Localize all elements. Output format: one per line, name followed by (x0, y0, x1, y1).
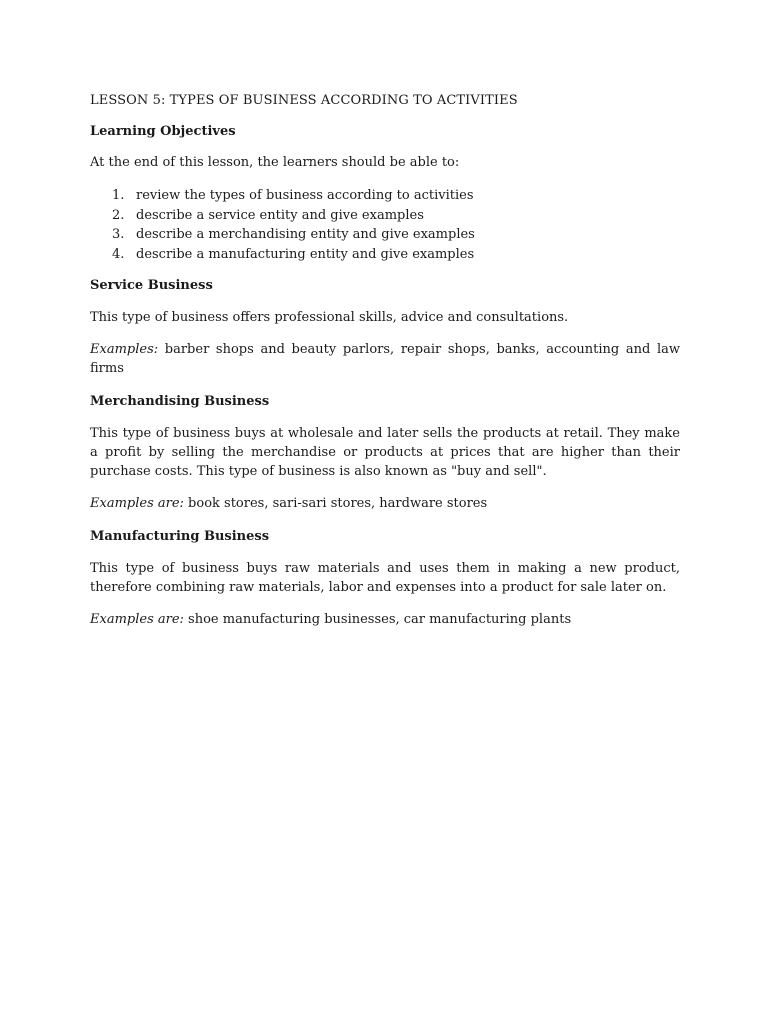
list-item-text: describe a manufacturing entity and give examples (136, 246, 475, 262)
manufacturing-examples (90, 610, 680, 629)
merchandising-description: This type of business buys at wholesale and later sells the products at retail. They make a profit by selling the merchandise or products at prices that are higher than their purchase costs. This type of business is also known as "buy and sell". (90, 426, 680, 479)
examples-text: book stores, sari-sari stores, hardware stores (183, 496, 488, 511)
list-item (112, 245, 475, 265)
lesson-title: LESSON 5: TYPES OF BUSINESS ACCORDING TO ACTIVITIES (90, 93, 518, 108)
list-item-text: review the types of business according to activities (136, 188, 474, 203)
examples-label: Examples: (90, 342, 159, 357)
service-examples (90, 340, 680, 378)
examples-text: barber shops and beauty parlors, repair shops, banks, accounting and law firms (90, 342, 680, 376)
manufacturing-business-heading: Manufacturing Business (90, 529, 270, 544)
objectives-list (112, 186, 475, 264)
learning-objectives-heading: Learning Objectives (90, 124, 236, 139)
list-item-number: 3. (112, 227, 125, 242)
manufacturing-description: This type of business buys raw materials and uses them in making a new product, therefore combining raw materials, labor and expenses into a product for sale later on. (90, 561, 680, 595)
merchandising-business-heading: Merchandising Business (90, 394, 270, 409)
examples-label: Examples are: (90, 612, 184, 627)
examples-text: shoe manufacturing businesses, car manufacturing plants (183, 612, 572, 627)
service-business-heading: Service Business (90, 278, 213, 293)
examples-label: Examples are: (90, 496, 184, 511)
objectives-intro: At the end of this lesson, the learners should be able to: (90, 155, 460, 170)
service-description: This type of business offers professional skills, advice and consultations. (90, 310, 569, 325)
list-item (112, 225, 475, 245)
list-item-text: describe a service entity and give examples (136, 207, 424, 223)
list-item (112, 206, 475, 226)
list-item-number: 4. (112, 246, 125, 262)
list-item-number: 1. (112, 188, 125, 203)
list-item-number: 2. (112, 207, 125, 223)
list-item-text: describe a merchandising entity and give examples (136, 227, 475, 242)
list-item (112, 186, 475, 206)
merchandising-examples (90, 494, 680, 513)
